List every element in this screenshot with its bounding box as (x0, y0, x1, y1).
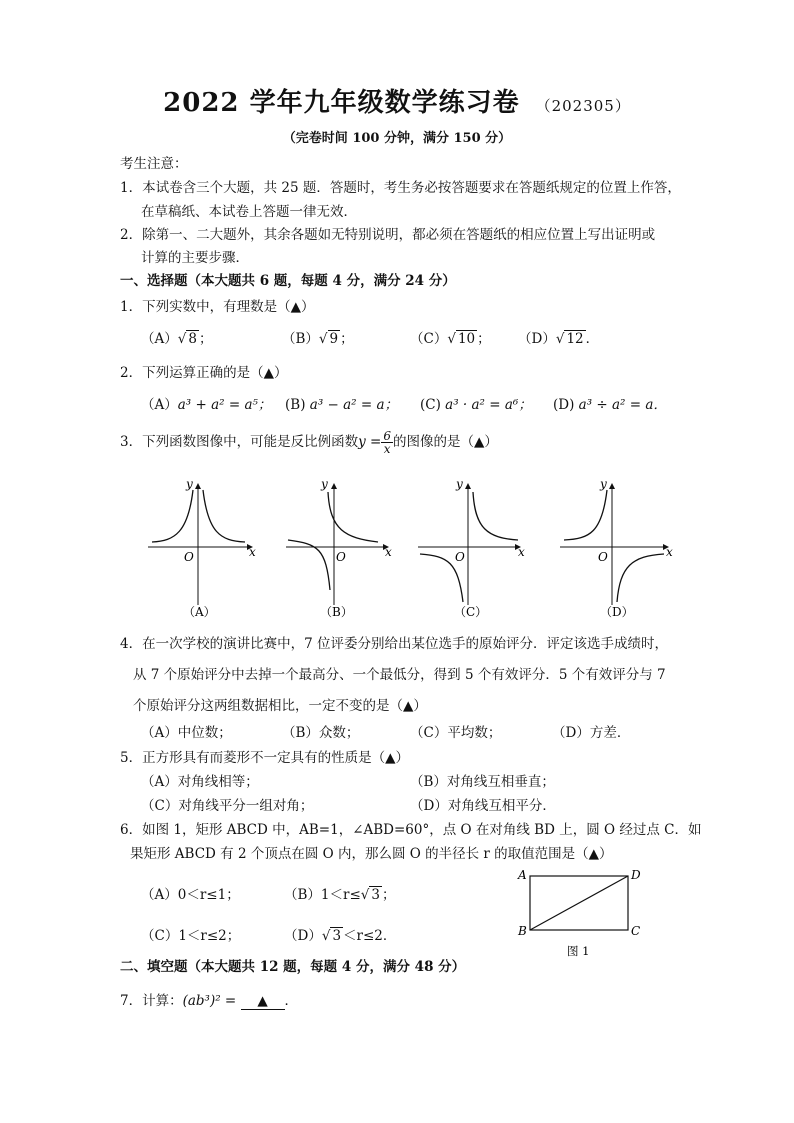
figure-1 (510, 866, 650, 962)
q3-graphs (0, 470, 794, 630)
curve-a-left (152, 490, 193, 542)
q6-option-d: （D）√ 3 ＜r≤2． (284, 928, 397, 944)
q6-line-1: 6．如图 1，矩形 ABCD 中，AB=1，∠ABD=60°，点 O 在对角线 BD 上，圆 O 经过点 C．如 (120, 822, 702, 838)
q1-option-b: （B）√ 9 ； (282, 331, 354, 347)
graph-b-x-label: x (385, 545, 392, 559)
curve-b-right (328, 492, 378, 542)
graph-a (148, 477, 256, 619)
diagonal-bd (530, 876, 628, 930)
graph-b-origin: O (336, 550, 346, 564)
notice-line-2: 在草稿纸、本试卷上答题一律无效． (141, 204, 357, 220)
q7-expression: (ab³)² = (182, 993, 237, 1009)
q4-line-3: 个原始评分这两组数据相比，一定不变的是（▲） (133, 698, 427, 714)
q4-option-a: （A）中位数； (141, 725, 232, 741)
vertex-b-label: B (518, 924, 527, 938)
q4-line-2: 从 7 个原始评分中去掉一个最高分、一个最低分，得到 5 个有效评分．5 个有效评分与 7 (133, 667, 666, 683)
graph-d-x-label: x (666, 545, 673, 559)
q6-option-b: （B）1＜r≤√ 3 ； (284, 887, 396, 903)
q1-option-a: （A）√ 8 ； (141, 331, 213, 347)
notice-header: 考生注意： (120, 156, 188, 172)
curve-d-right (617, 554, 664, 602)
q2-option-b: (B) a³ − a² = a； (285, 397, 399, 413)
curve-d-left (564, 490, 607, 540)
q5-option-b: （B）对角线互相垂直； (410, 774, 555, 790)
graph-a-x-label: x (249, 545, 256, 559)
title-text: 2022 学年九年级数学练习卷 (163, 88, 520, 118)
graph-a-origin: O (184, 550, 194, 564)
graph-a-label: （A） (183, 605, 216, 619)
q4-option-d: （D）方差． (552, 725, 631, 741)
page-title (0, 82, 794, 119)
q2-option-c: (C) a³ · a² = a⁶； (420, 397, 532, 413)
exam-subtitle: （完卷时间 100 分钟，满分 150 分） (282, 131, 512, 146)
vertex-a-label: A (518, 868, 527, 882)
q5-option-d: （D）对角线互相平分． (410, 798, 556, 814)
q3-stem: 3．下列函数图像中，可能是反比例函数y = $\frac{6}{x}$ 的图像的是（▲） (120, 429, 498, 456)
section-1-header: 一、选择题（本大题共 6 题，每题 4 分，满分 24 分） (120, 273, 456, 289)
q2-stem: 2．下列运算正确的是（▲） (120, 365, 288, 381)
graph-b-label: （B） (320, 605, 353, 619)
q6-option-c: （C）1＜r≤2； (141, 928, 241, 944)
q4-option-b: （B）众数； (282, 725, 360, 741)
title-code: （202305） (535, 97, 631, 115)
graph-c (418, 477, 525, 619)
q4-option-c: （C）平均数； (410, 725, 502, 741)
graph-a-y-label: y (186, 477, 193, 491)
graph-c-origin: O (455, 550, 465, 564)
curve-c-right (473, 492, 518, 540)
q7-line: 7．计算：(ab³)² = ▲ ． (120, 993, 299, 1009)
section-2-header: 二、填空题（本大题共 12 题，每题 4 分，满分 48 分） (120, 959, 466, 975)
q1-stem: 1．下列实数中，有理数是（▲） (120, 299, 315, 315)
q6-line-2: 果矩形 ABCD 有 2 个顶点在圆 O 内，那么圆 O 的半径长 r 的取值范围是（▲） (130, 846, 613, 862)
q4-line-1: 4．在一次学校的演讲比赛中，7 位评委分别给出某位选手的原始评分．评定该选手成绩时， (120, 636, 668, 652)
curve-a-right (203, 490, 245, 542)
notice-line-1: 1．本试卷含三个大题，共 25 题．答题时，考生务必按答题要求在答题纸规定的位置上作答， (120, 180, 681, 196)
graph-d-origin: O (598, 550, 608, 564)
q2-option-d: (D) a³ ÷ a² = a． (553, 397, 667, 413)
q3-fraction: $\frac{6}{x}$ (383, 429, 391, 456)
graph-c-x-label: x (518, 545, 525, 559)
q7-answer-blank[interactable]: ▲ (241, 993, 285, 1010)
graph-d (560, 477, 673, 619)
notice-line-4: 计算的主要步骤． (141, 250, 249, 266)
graph-b (286, 477, 392, 619)
vertex-c-label: C (631, 924, 641, 938)
q6-option-a: （A）0＜r≤1； (141, 887, 240, 903)
graph-b-y-label: y (321, 477, 328, 491)
graph-c-y-label: y (456, 477, 463, 491)
q5-stem: 5．正方形具有而菱形不一定具有的性质是（▲） (120, 750, 409, 766)
q5-option-c: （C）对角线平分一组对角； (141, 798, 314, 814)
q1-option-d: （D）√ 12 ． (518, 331, 600, 347)
graph-d-y-label: y (600, 477, 607, 491)
graph-c-label: （C） (454, 605, 488, 619)
figure-1-caption: 图 1 (567, 944, 590, 958)
notice-line-3: 2．除第一、二大题外，其余各题如无特别说明，都必须在答题纸的相应位置上写出证明或 (120, 227, 656, 243)
graph-d-label: （D） (600, 605, 634, 619)
q1-option-c: （C）√ 10 ； (410, 331, 491, 347)
vertex-d-label: D (631, 868, 641, 882)
q5-option-a: （A）对角线相等； (141, 774, 259, 790)
q2-option-a: （A）a³ + a² = a⁵； (141, 397, 272, 413)
